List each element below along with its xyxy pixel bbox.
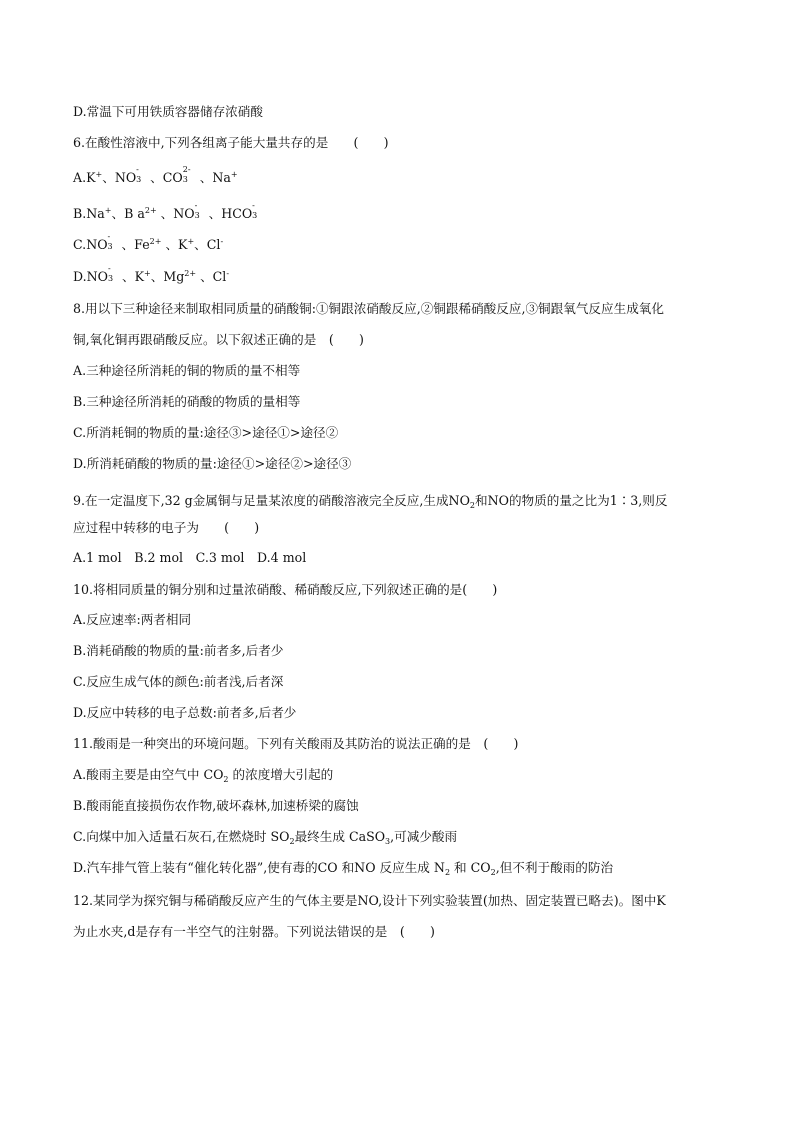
text-line-q12b (73, 923, 733, 941)
superscript: + (230, 170, 238, 179)
text-run: C.反应生成气体的颜色:前者浅,后者深 (73, 674, 284, 689)
text-run: 、Cl (194, 237, 221, 252)
subscript: 3 (385, 837, 391, 846)
text-line-q11B (73, 797, 733, 815)
superscript: 2+ (184, 269, 197, 278)
text-line-q10C (73, 673, 733, 691)
text-line-q6c (73, 232, 733, 254)
ion-subscript: 3 (136, 175, 142, 184)
text-run: 12.某同学为探究铜与稀硝酸反应产生的气体主要是NO,设计下列实验装置(加热、固定装置已略去)。图中K (73, 893, 666, 908)
ion-charge: - (252, 201, 255, 210)
text-run: 、Fe (117, 237, 150, 252)
ion-subscript: 3 (107, 242, 113, 251)
text-line-q10A (73, 611, 733, 629)
text-run: ,但不利于酸雨的防治 (495, 860, 614, 875)
text-line-q8b (73, 331, 733, 349)
text-run: 铜,氧化铜再跟硝酸反应。以下叙述正确的是 ( ) (73, 332, 364, 347)
ion-charge-stack (194, 201, 205, 220)
text-run: 为止水夹,d是存有一半空气的注射器。下列说法错误的是 ( ) (73, 924, 435, 939)
text-run: 、K (118, 269, 145, 284)
text-run: D.NO (73, 269, 108, 284)
superscript: - (220, 237, 224, 246)
ion-charge: - (194, 201, 198, 210)
text-run: 、Cl (196, 269, 227, 284)
text-line-q8A (73, 362, 733, 380)
text-line-q9b (73, 519, 733, 537)
text-line-q12a (73, 892, 733, 910)
text-line-q11A (73, 766, 733, 784)
ion-charge-stack (136, 165, 146, 184)
text-run: D.反应中转移的电子总数:前者多,后者少 (73, 705, 297, 720)
subscript: 2 (223, 775, 229, 784)
subscript: 2 (444, 868, 451, 877)
superscript: 2+ (144, 206, 157, 215)
text-run: 和NO的物质的量之比为1∶3,则反 (475, 493, 668, 508)
text-run: 、HCO (204, 206, 253, 221)
text-run: A.1 mol B.2 mol C.3 mol D.4 mol (73, 550, 307, 565)
ion-charge: - (108, 264, 111, 273)
ion-charge-stack (252, 201, 262, 220)
text-line-q8a (73, 300, 733, 318)
text-line-q10D (73, 704, 733, 722)
text-run: 8.用以下三种途径来制取相同质量的硝酸铜:①铜跟浓硝酸反应,②铜跟稀硝酸反应,③铜跟氧气反应生成氧化 (73, 301, 664, 316)
text-run: D.汽车排气管上装有“催化转化器”,使有毒的CO 和NO 反应生成 N (73, 860, 445, 875)
text-run: 9.在一定温度下,32 g金属铜与足量某浓度的硝酸溶液完全反应,生成NO (73, 493, 470, 508)
ion-charge: - (107, 232, 111, 241)
text-run: D.常温下可用铁质容器储存浓硝酸 (73, 104, 263, 119)
text-line-q5d (73, 103, 733, 121)
text-line-q10B (73, 642, 733, 660)
subscript: 2 (469, 501, 475, 510)
text-run: C.向煤中加入适量石灰石,在燃烧时 SO (73, 829, 290, 844)
text-run: 、NO (102, 170, 137, 185)
superscript: + (95, 170, 103, 179)
text-run: B.消耗硝酸的物质的量:前者多,后者少 (73, 643, 284, 658)
text-line-q8B (73, 393, 733, 411)
superscript: - (226, 269, 230, 278)
text-run: 、K (161, 237, 188, 252)
text-run: 10.将相同质量的铜分别和过量浓硝酸、稀硝酸反应,下列叙述正确的是( ) (73, 582, 498, 597)
ion-subscript: 3 (252, 211, 258, 220)
superscript: + (187, 237, 195, 246)
subscript: 2 (289, 837, 295, 846)
ion-charge: 2- (182, 165, 191, 174)
ion-subscript: 3 (108, 274, 114, 283)
ion-charge-stack (108, 264, 118, 283)
superscript: 2+ (149, 237, 162, 246)
text-run: A.K (73, 170, 96, 185)
ion-charge-stack (107, 232, 118, 251)
ion-subscript: 3 (182, 175, 188, 184)
text-run: 、NO (156, 206, 195, 221)
text-line-q9a (73, 492, 733, 510)
text-run: C.NO (73, 237, 108, 252)
text-run: A.反应速率:两者相同 (73, 612, 192, 627)
text-run: ,可减少酸雨 (390, 829, 458, 844)
text-run: B.三种途径所消耗的硝酸的物质的量相等 (73, 394, 301, 409)
text-run: B.酸雨能直接损伤农作物,破坏森林,加速桥梁的腐蚀 (73, 798, 359, 813)
text-run: A.酸雨主要是由空气中 CO (73, 767, 224, 782)
ion-subscript: 3 (194, 211, 200, 220)
text-run: D.所消耗硝酸的物质的量:途径①>途径②>途径③ (73, 456, 352, 471)
text-line-q11D (73, 859, 733, 877)
text-line-q6 (73, 134, 733, 152)
text-run: 最终生成 CaSO (294, 829, 386, 844)
text-run: 、B a (111, 206, 145, 221)
text-run: 应过程中转移的电子为 ( ) (73, 520, 260, 535)
subscript: 2 (490, 868, 496, 877)
text-run: 、CO (146, 170, 183, 185)
superscript: + (144, 269, 151, 278)
text-run: 、Mg (150, 269, 185, 284)
ion-charge: - (136, 165, 139, 174)
text-run: 6.在酸性溶液中,下列各组离子能大量共存的是 ( ) (73, 135, 389, 150)
text-line-q6d (73, 264, 733, 286)
text-line-q8C (73, 424, 733, 442)
text-line-q10 (73, 581, 733, 599)
text-line-q9opts (73, 549, 733, 567)
text-line-q6b (73, 201, 733, 223)
text-run: 的浓度增大引起的 (228, 767, 334, 782)
text-run: 、Na (195, 170, 231, 185)
text-line-q8D (73, 455, 733, 473)
ion-charge-stack (182, 165, 196, 184)
text-line-q11C (73, 828, 733, 846)
text-run: 和 CO (450, 860, 491, 875)
superscript: + (104, 206, 112, 215)
text-line-q6a (73, 165, 733, 187)
text-line-q11 (73, 735, 733, 753)
text-run: B.Na (73, 206, 105, 221)
text-run: A.三种途径所消耗的铜的物质的量不相等 (73, 363, 301, 378)
text-run: 11.酸雨是一种突出的环境问题。下列有关酸雨及其防治的说法正确的是 ( ) (73, 736, 519, 751)
text-run: C.所消耗铜的物质的量:途径③>途径①>途径② (73, 425, 339, 440)
